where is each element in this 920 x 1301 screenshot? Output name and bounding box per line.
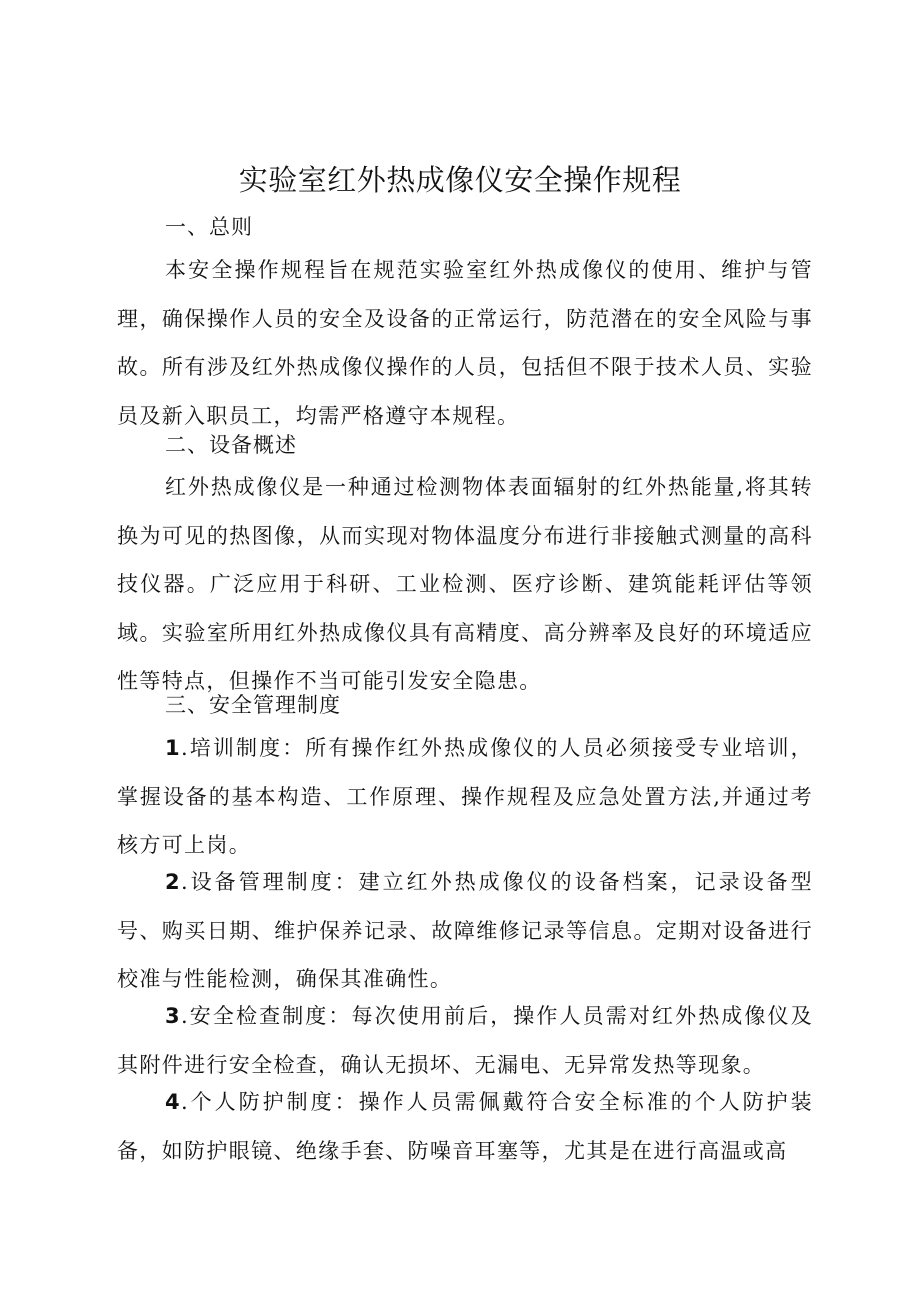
- item-text: .个人防护制度：操作人员需佩戴符合安全标准的个人防护装备，如防护眼镜、绝缘手套、防噪音耳塞等，尤其是在进行高温或高: [117, 1090, 813, 1163]
- section-general-paragraph: 本安全操作规程旨在规范实验室红外热成像仪的使用、维护与管理，确保操作人员的安全及设备的正常运行，防范潜在的安全风险与事故。所有涉及红外热成像仪操作的人员，包括但不限于技术人员、实验员及新入职员工，均需严格遵守本规程。: [117, 258, 813, 428]
- section-heading-safety-management: 三、安全管理制度: [165, 693, 341, 717]
- item-safety-inspection-system: [117, 992, 813, 1089]
- item-number: 3: [165, 1004, 181, 1028]
- item-number: 2: [165, 870, 181, 894]
- item-text: .安全检查制度：每次使用前后，操作人员需对红外热成像仪及其附件进行安全检查，确认无损坏、无漏电、无异常发热等现象。: [117, 1004, 813, 1077]
- item-training-system: [117, 724, 813, 870]
- document-title: 实验室红外热成像仪安全操作规程: [238, 163, 682, 197]
- item-number: 4: [165, 1090, 181, 1114]
- section-heading-general: 一、总则: [165, 215, 253, 239]
- item-number: 1: [165, 736, 181, 760]
- section-equipment-paragraph: 红外热成像仪是一种通过检测物体表面辐射的红外热能量,将其转换为可见的热图像，从而实现对物体温度分布进行非接触式测量的高科技仪器。广泛应用于科研、工业检测、医疗诊断、建筑能耗评估等领域。实验室所用红外热成像仪具有高精度、高分辨率及良好的环境适应性等特点，但操作不当可能引发安全隐患。: [117, 475, 813, 693]
- item-text: .培训制度：所有操作红外热成像仪的人员必须接受专业培训，掌握设备的基本构造、工作原理、操作规程及应急处置方法,并通过考核方可上岗。: [117, 736, 813, 857]
- item-personal-protection-system: [117, 1078, 813, 1175]
- section-heading-equipment-overview: 二、设备概述: [165, 433, 297, 457]
- item-text: .设备管理制度：建立红外热成像仪的设备档案，记录设备型号、购买日期、维护保养记录、故障维修记录等信息。定期对设备进行校准与性能检测，确保其准确性。: [117, 870, 813, 991]
- item-equipment-management-system: [117, 858, 813, 1004]
